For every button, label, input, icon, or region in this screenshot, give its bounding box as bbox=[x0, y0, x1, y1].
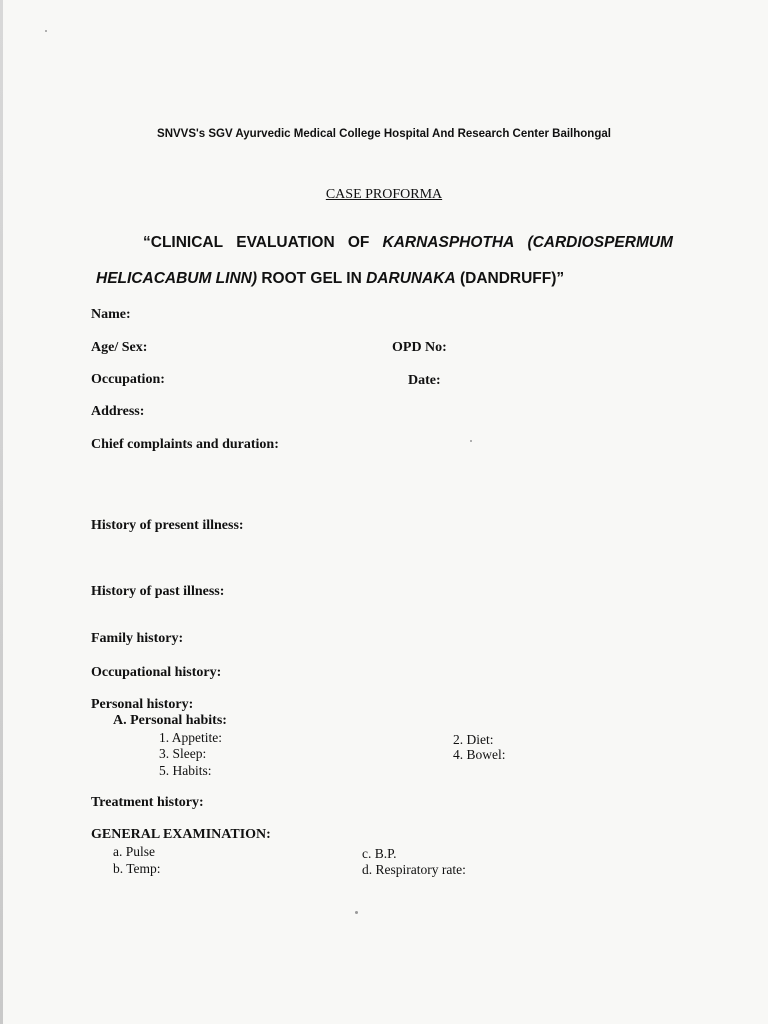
exam-item-respiratory-rate: d. Respiratory rate: bbox=[362, 862, 466, 877]
scan-speck bbox=[470, 440, 472, 442]
date-field-label: Date: bbox=[408, 373, 441, 388]
habit-item-sleep: 3. Sleep: bbox=[159, 746, 207, 761]
habit-item-habits: 5. Habits: bbox=[159, 763, 212, 778]
study-title-text: (DANDRUFF)” bbox=[455, 270, 565, 287]
treatment-history-label: Treatment history: bbox=[91, 795, 204, 810]
habit-item-diet: 2. Diet: bbox=[453, 732, 494, 747]
scan-speck bbox=[355, 911, 358, 914]
exam-item-temp: b. Temp: bbox=[113, 861, 161, 876]
history-present-illness-label: History of present illness: bbox=[91, 518, 244, 533]
personal-habits-heading: A. Personal habits: bbox=[113, 713, 227, 728]
study-title-word: (CARDIOSPERMUM bbox=[527, 234, 673, 251]
opd-no-field-label: OPD No: bbox=[392, 340, 447, 355]
study-title-word: KARNASPHOTHA bbox=[382, 234, 515, 251]
personal-history-label: Personal history: bbox=[91, 697, 194, 712]
study-title-text: ROOT GEL IN bbox=[257, 270, 367, 287]
institution-name: SNVVS's SGV Ayurvedic Medical College Hospital And Research Center Bailhongal bbox=[157, 128, 611, 140]
study-title-condition: DARUNAKA bbox=[366, 270, 456, 287]
name-field-label: Name: bbox=[91, 307, 131, 322]
study-title-line-1 bbox=[143, 234, 673, 252]
occupation-field-label: Occupation: bbox=[91, 372, 165, 387]
exam-item-pulse: a. Pulse bbox=[113, 844, 155, 859]
study-title-botanical: HELICACABUM LINN) bbox=[96, 270, 258, 287]
family-history-label: Family history: bbox=[91, 631, 184, 646]
history-past-illness-label: History of past illness: bbox=[91, 584, 225, 599]
habit-item-appetite: 1. Appetite: bbox=[159, 730, 222, 745]
occupational-history-label: Occupational history: bbox=[91, 665, 222, 680]
chief-complaints-label: Chief complaints and duration: bbox=[91, 437, 279, 452]
document-title: CASE PROFORMA bbox=[325, 187, 443, 202]
exam-item-bp: c. B.P. bbox=[362, 846, 397, 861]
general-examination-heading: GENERAL EXAMINATION: bbox=[91, 827, 271, 842]
habit-item-bowel: 4. Bowel: bbox=[453, 747, 506, 762]
scan-edge bbox=[0, 0, 3, 1024]
scan-speck bbox=[45, 30, 47, 32]
study-title-word: “CLINICAL bbox=[143, 234, 224, 251]
age-sex-field-label: Age/ Sex: bbox=[91, 340, 148, 355]
address-field-label: Address: bbox=[91, 404, 145, 419]
study-title-line-2 bbox=[96, 270, 564, 288]
study-title-word: EVALUATION bbox=[236, 234, 335, 251]
study-title-word: OF bbox=[347, 234, 370, 251]
